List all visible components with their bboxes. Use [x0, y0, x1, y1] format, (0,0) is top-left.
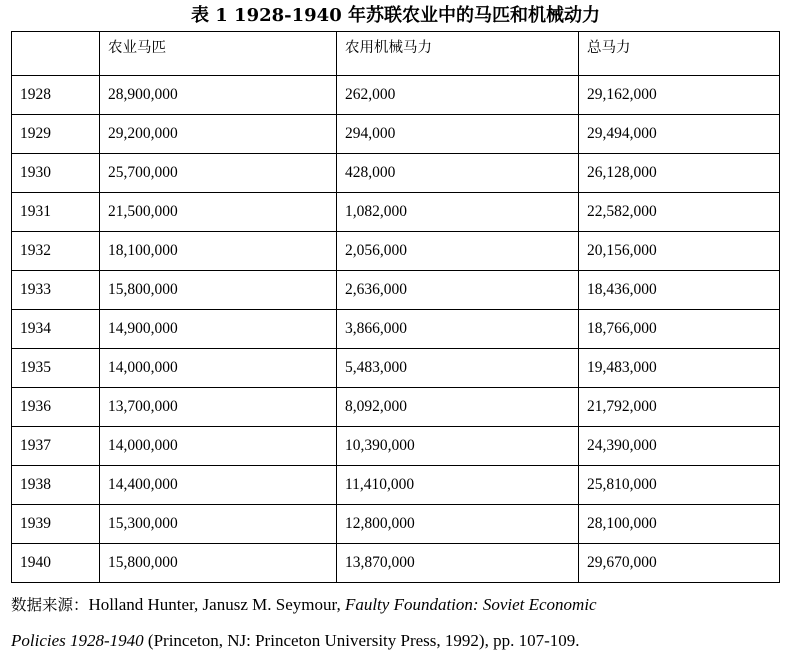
cell-agricultural-horses: 13,700,000 [100, 388, 337, 427]
table-row [12, 349, 780, 388]
cell-agricultural-horses: 28,900,000 [100, 76, 337, 115]
cell-machine-horsepower: 294,000 [337, 115, 579, 154]
cell-agricultural-horses: 15,800,000 [100, 544, 337, 583]
cell-agricultural-horses: 14,400,000 [100, 466, 337, 505]
cell-agricultural-horses: 15,800,000 [100, 271, 337, 310]
source-note-continued [11, 623, 786, 659]
cell-total-horsepower: 25,810,000 [579, 466, 780, 505]
cell-year: 1933 [12, 271, 100, 310]
table-row [12, 310, 780, 349]
cell-year: 1928 [12, 76, 100, 115]
cell-agricultural-horses: 18,100,000 [100, 232, 337, 271]
table-row [12, 271, 780, 310]
table-title: 表 1 1928-1940 年苏联农业中的马匹和机械动力 [191, 5, 600, 26]
source-authors: Holland Hunter, Janusz M. Seymour, [88, 595, 345, 614]
cell-total-horsepower: 18,766,000 [579, 310, 780, 349]
cell-agricultural-horses: 21,500,000 [100, 193, 337, 232]
table-row [12, 115, 780, 154]
cell-total-horsepower: 29,670,000 [579, 544, 780, 583]
cell-machine-horsepower: 262,000 [337, 76, 579, 115]
cell-total-horsepower: 19,483,000 [579, 349, 780, 388]
cell-total-horsepower: 21,792,000 [579, 388, 780, 427]
source-label: 数据来源： [11, 596, 89, 614]
source-book-title-continued: Policies 1928-1940 [11, 631, 144, 650]
header-row [12, 32, 780, 76]
table-row [12, 544, 780, 583]
cell-machine-horsepower: 8,092,000 [337, 388, 579, 427]
cell-year: 1937 [12, 427, 100, 466]
cell-agricultural-horses: 25,700,000 [100, 154, 337, 193]
source-publication: (Princeton, NJ: Princeton University Press, 1992), pp. 107-109. [143, 631, 580, 650]
cell-year: 1931 [12, 193, 100, 232]
cell-machine-horsepower: 13,870,000 [337, 544, 579, 583]
cell-agricultural-horses: 14,000,000 [100, 427, 337, 466]
table-row [12, 193, 780, 232]
table-row [12, 505, 780, 544]
cell-agricultural-horses: 15,300,000 [100, 505, 337, 544]
cell-machine-horsepower: 428,000 [337, 154, 579, 193]
table-row [12, 154, 780, 193]
table-row [12, 232, 780, 271]
cell-year: 1932 [12, 232, 100, 271]
cell-total-horsepower: 24,390,000 [579, 427, 780, 466]
cell-year: 1935 [12, 349, 100, 388]
cell-total-horsepower: 22,582,000 [579, 193, 780, 232]
cell-total-horsepower: 18,436,000 [579, 271, 780, 310]
cell-machine-horsepower: 2,056,000 [337, 232, 579, 271]
column-header-year [12, 32, 100, 76]
table-row [12, 427, 780, 466]
source-note [11, 587, 786, 623]
cell-total-horsepower: 20,156,000 [579, 232, 780, 271]
cell-machine-horsepower: 5,483,000 [337, 349, 579, 388]
column-header-total-horsepower: 总马力 [579, 32, 780, 76]
table-row [12, 388, 780, 427]
cell-year: 1930 [12, 154, 100, 193]
cell-machine-horsepower: 11,410,000 [337, 466, 579, 505]
cell-total-horsepower: 26,128,000 [579, 154, 780, 193]
cell-total-horsepower: 29,494,000 [579, 115, 780, 154]
column-header-machine-horsepower: 农用机械马力 [337, 32, 579, 76]
table-row [12, 76, 780, 115]
cell-machine-horsepower: 3,866,000 [337, 310, 579, 349]
table-row [12, 466, 780, 505]
cell-total-horsepower: 29,162,000 [579, 76, 780, 115]
cell-agricultural-horses: 29,200,000 [100, 115, 337, 154]
column-header-agricultural-horses: 农业马匹 [100, 32, 337, 76]
cell-year: 1940 [12, 544, 100, 583]
source-book-title: Faulty Foundation: Soviet Economic [344, 595, 597, 614]
cell-year: 1939 [12, 505, 100, 544]
cell-year: 1929 [12, 115, 100, 154]
table-body [12, 32, 780, 583]
cell-year: 1934 [12, 310, 100, 349]
horse-power-table [11, 31, 780, 583]
cell-agricultural-horses: 14,900,000 [100, 310, 337, 349]
cell-total-horsepower: 28,100,000 [579, 505, 780, 544]
cell-machine-horsepower: 10,390,000 [337, 427, 579, 466]
cell-agricultural-horses: 14,000,000 [100, 349, 337, 388]
cell-machine-horsepower: 2,636,000 [337, 271, 579, 310]
cell-year: 1936 [12, 388, 100, 427]
cell-machine-horsepower: 1,082,000 [337, 193, 579, 232]
cell-year: 1938 [12, 466, 100, 505]
cell-machine-horsepower: 12,800,000 [337, 505, 579, 544]
